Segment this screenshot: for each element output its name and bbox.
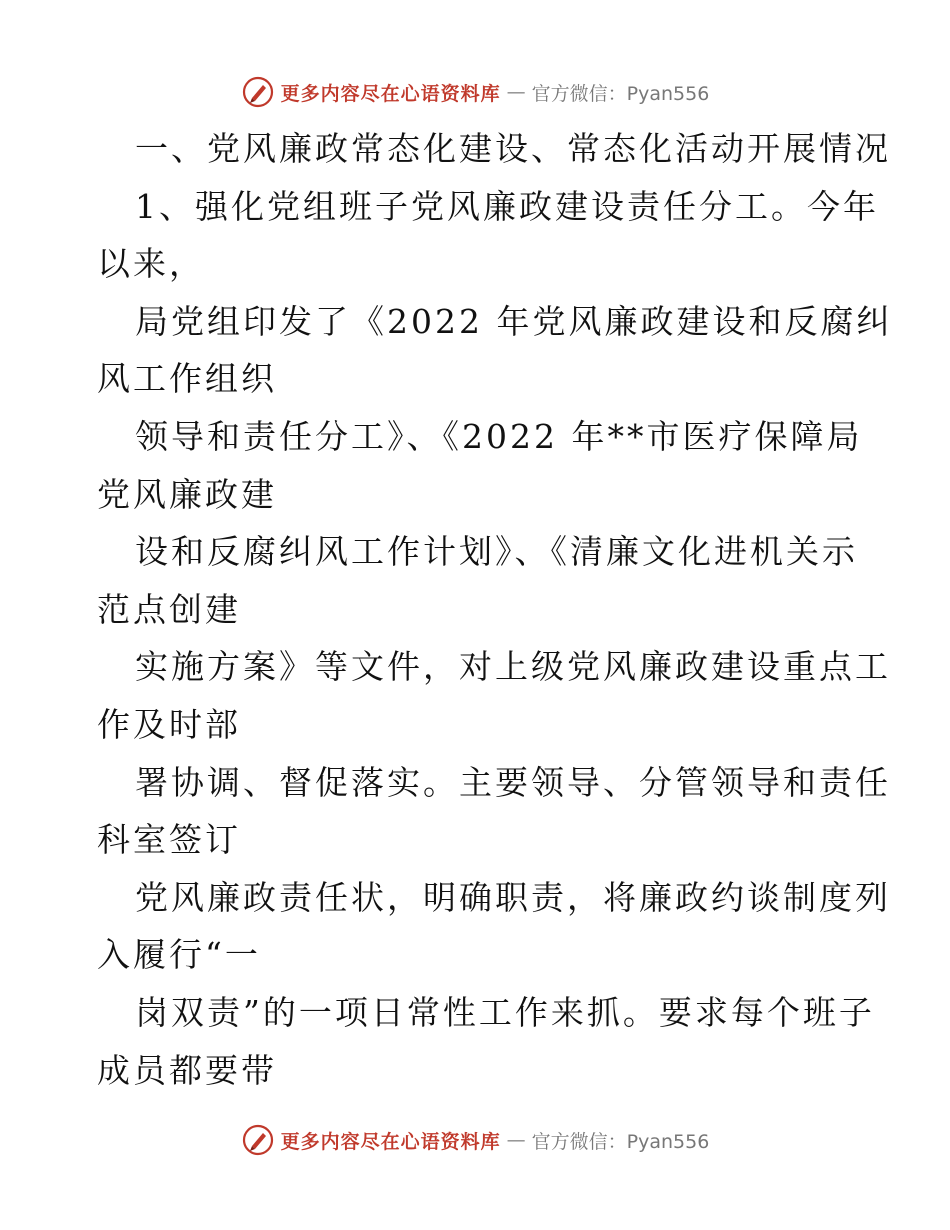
text-line: 实施方案》等文件，对上级党风廉政建设重点工 <box>135 647 891 687</box>
text-line: 科室签订 <box>97 820 241 860</box>
watermark-contact: 官方微信：Pyan556 <box>531 1130 710 1153</box>
text-line: 署协调、督促落实。主要领导、分管领导和责任 <box>135 762 891 802</box>
text-line: 一、党风廉政常态化建设、常态化活动开展情况 <box>135 129 891 168</box>
text-line: 作及时部 <box>97 704 241 744</box>
watermark-contact: 官方微信：Pyan556 <box>531 82 710 105</box>
footer-watermark <box>0 1120 950 1160</box>
text-line: 入履行“一 <box>97 935 261 975</box>
text-line: 成员都要带 <box>97 1050 277 1090</box>
text-line: 以来， <box>97 244 205 284</box>
text-line: 范点创建 <box>97 589 241 629</box>
watermark-separator: — <box>506 1129 526 1151</box>
text-line: 1、强化党组班子党风廉政建设责任分工。今年 <box>135 186 879 226</box>
text-line: 岗双责”的一项日常性工作来抓。要求每个班子 <box>135 992 875 1032</box>
text-line: 风工作组织 <box>97 359 277 399</box>
document-body <box>97 120 893 1099</box>
text-line: 设和反腐纠风工作计划》、《清廉文化进机关示 <box>135 532 858 572</box>
text-line: 局党组印发了《2022 年党风廉政建设和反腐纠 <box>135 301 893 341</box>
watermark-separator: — <box>506 81 526 103</box>
header-watermark <box>0 72 950 112</box>
text-line: 党风廉政责任状，明确职责，将廉政约谈制度列 <box>135 877 891 917</box>
pen-circle-icon <box>241 1123 275 1157</box>
watermark-site-name: 更多内容尽在心语资料库 <box>280 1130 501 1153</box>
pen-circle-icon <box>241 75 275 109</box>
text-line: 领导和责任分工》、《2022 年**市医疗保障局 <box>135 416 863 456</box>
text-line: 党风廉政建 <box>97 474 277 514</box>
watermark-site-name: 更多内容尽在心语资料库 <box>280 82 501 105</box>
